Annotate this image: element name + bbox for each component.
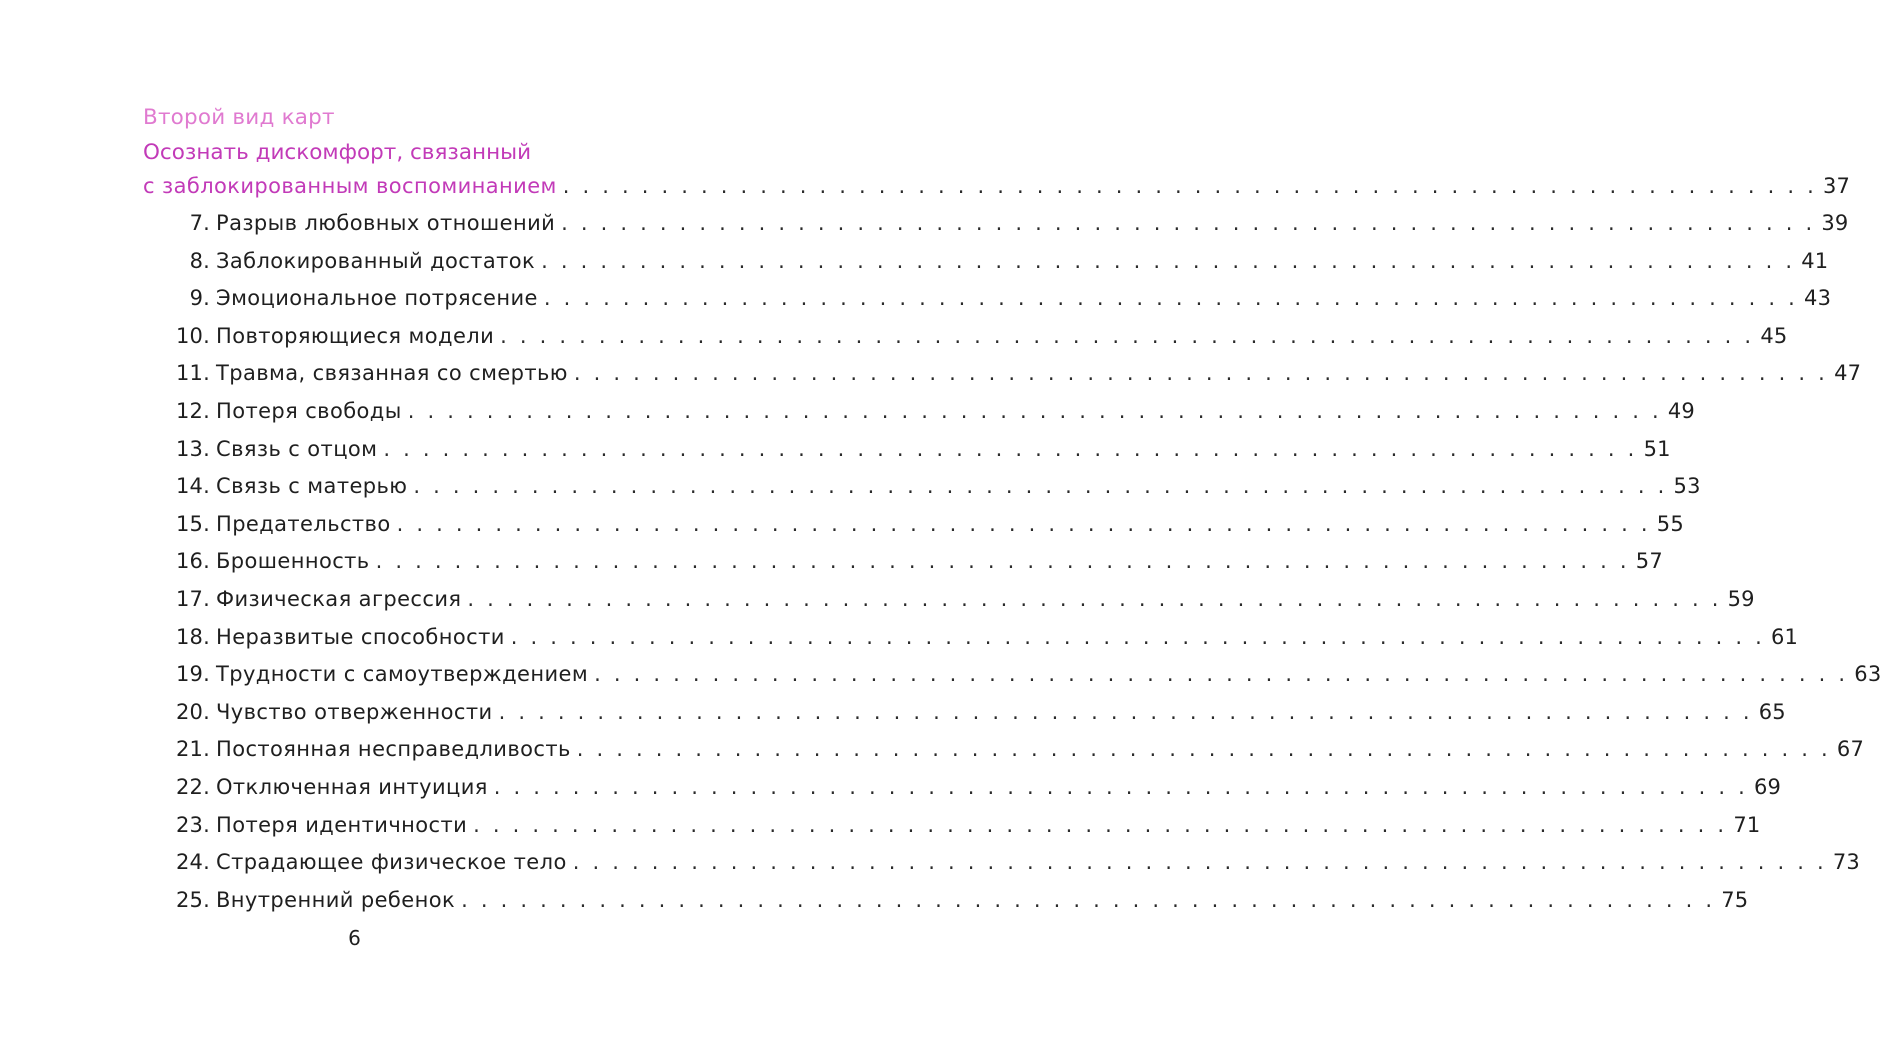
dot-leader: . . . . . . . . . . . . . . . . . . . . . . . . . . . . . . . . . . . . . . . . . . . . . . . . . . . . . . . . . . . . . . . .	[562, 174, 1817, 198]
dot-leader: . . . . . . . . . . . . . . . . . . . . . . . . . . . . . . . . . . . . . . . . . . . . . . . . . . . . . . . . . . . . . . . .	[510, 624, 1765, 649]
page-number: 37	[1822, 174, 1851, 198]
entry-title: Связь с отцом	[216, 436, 378, 461]
dot-leader: . . . . . . . . . . . . . . . . . . . . . . . . . . . . . . . . . . . . . . . . . . . . . . . . . . . . . . . . . . . . . . . .	[413, 474, 1668, 499]
entry-number: 15.	[176, 511, 210, 536]
dot-leader: . . . . . . . . . . . . . . . . . . . . . . . . . . . . . . . . . . . . . . . . . . . . . . . . . . . . . . . . . . . . . . . .	[467, 587, 1722, 611]
entry-title: Разрыв любовных отношений	[216, 211, 556, 235]
entry-number: 23.	[176, 812, 210, 837]
section-title-line1: Осознать дискомфорт, связанный	[143, 140, 532, 165]
entry-number: 25.	[176, 887, 210, 912]
page-number: 61	[1770, 624, 1799, 649]
dot-leader: . . . . . . . . . . . . . . . . . . . . . . . . . . . . . . . . . . . . . . . . . . . . . . . . . . . . . . . . . . . . . . . .	[383, 436, 1638, 461]
entry-number: 20.	[176, 699, 210, 724]
toc-entry[interactable]	[165, 284, 1832, 312]
entry-title: Неразвитые способности	[216, 624, 505, 649]
entry-title: Потеря свободы	[216, 399, 402, 423]
page-number: 47	[1834, 361, 1862, 386]
page-number: 45	[1760, 323, 1788, 348]
page-number: 67	[1836, 737, 1865, 762]
entry-number: 12.	[176, 399, 210, 423]
page-number: 57	[1635, 549, 1663, 574]
page-number: 55	[1656, 511, 1684, 536]
entry-title: Физическая агрессия	[216, 587, 462, 611]
entry-title: Связь с матерью	[216, 474, 408, 499]
entry-number: 21.	[176, 737, 210, 762]
section-title-entry[interactable]	[143, 172, 1851, 200]
page-number: 49	[1667, 399, 1695, 423]
entry-title: Страдающее физическое тело	[216, 850, 567, 875]
dot-leader: . . . . . . . . . . . . . . . . . . . . . . . . . . . . . . . . . . . . . . . . . . . . . . . . . . . . . . . . . . . . . . . .	[498, 699, 1753, 724]
dot-leader: . . . . . . . . . . . . . . . . . . . . . . . . . . . . . . . . . . . . . . . . . . . . . . . . . . . . . . . . . . . . . . . .	[572, 850, 1827, 875]
dot-leader: . . . . . . . . . . . . . . . . . . . . . . . . . . . . . . . . . . . . . . . . . . . . . . . . . . . . . . . . . . . . . . . .	[541, 248, 1796, 273]
dot-leader: . . . . . . . . . . . . . . . . . . . . . . . . . . . . . . . . . . . . . . . . . . . . . . . . . . . . . . . . . . . . . . . .	[407, 399, 1662, 423]
entry-number: 22.	[176, 775, 210, 799]
entry-number: 10.	[176, 323, 210, 348]
dot-leader: . . . . . . . . . . . . . . . . . . . . . . . . . . . . . . . . . . . . . . . . . . . . . . . . . . . . . . . . . . . . . . . .	[461, 887, 1716, 912]
page-number: 53	[1673, 474, 1701, 499]
entry-title: Чувство отверженности	[216, 699, 493, 724]
page-number: 51	[1643, 436, 1671, 461]
toc-entry[interactable]	[165, 510, 1684, 538]
entry-title: Травма, связанная со смертью	[216, 361, 568, 386]
entry-number: 7.	[189, 211, 210, 235]
section-subtitle: Второй вид карт	[143, 105, 335, 130]
page-number: 73	[1832, 850, 1860, 875]
toc-entry[interactable]	[165, 322, 1788, 350]
entry-title: Эмоциональное потрясение	[216, 286, 538, 311]
page-number: 63	[1854, 662, 1881, 687]
entry-number: 14.	[176, 474, 210, 499]
dot-leader: . . . . . . . . . . . . . . . . . . . . . . . . . . . . . . . . . . . . . . . . . . . . . . . . . . . . . . . . . . . . . . . .	[500, 323, 1755, 348]
entry-number: 19.	[176, 662, 210, 687]
toc-entry[interactable]	[165, 660, 1881, 688]
toc-entry[interactable]	[165, 472, 1701, 500]
entry-title: Предательство	[216, 511, 391, 536]
dot-leader: . . . . . . . . . . . . . . . . . . . . . . . . . . . . . . . . . . . . . . . . . . . . . . . . . . . . . . . . . . . . . . . .	[543, 286, 1799, 311]
entry-title: Отключенная интуиция	[216, 775, 488, 799]
toc-entry[interactable]	[165, 547, 1663, 575]
dot-leader: . . . . . . . . . . . . . . . . . . . . . . . . . . . . . . . . . . . . . . . . . . . . . . . . . . . . . . . . . . . . . . . .	[473, 812, 1728, 837]
page-number: 39	[1821, 211, 1849, 235]
toc-entry[interactable]	[165, 359, 1862, 387]
dot-leader: . . . . . . . . . . . . . . . . . . . . . . . . . . . . . . . . . . . . . . . . . . . . . . . . . . . . . . . . . . . . . . . .	[573, 361, 1829, 386]
toc-entry[interactable]	[165, 397, 1695, 425]
entry-number: 24.	[176, 850, 210, 875]
toc-entry[interactable]	[165, 435, 1671, 463]
entry-number: 13.	[176, 436, 210, 461]
toc-entry[interactable]	[165, 209, 1849, 237]
page-number: 41	[1801, 248, 1829, 273]
toc-entry[interactable]	[165, 848, 1860, 876]
page-number: 59	[1727, 587, 1755, 611]
toc-entry[interactable]	[165, 773, 1782, 801]
entry-number: 17.	[176, 587, 210, 611]
entry-title: Постоянная несправедливость	[216, 737, 571, 762]
toc-entry[interactable]	[165, 623, 1799, 651]
toc-entry[interactable]	[165, 698, 1786, 726]
dot-leader: . . . . . . . . . . . . . . . . . . . . . . . . . . . . . . . . . . . . . . . . . . . . . . . . . . . . . . . . . . . . . . . .	[375, 549, 1630, 574]
toc-entry[interactable]	[165, 735, 1865, 763]
page-number: 69	[1753, 775, 1782, 799]
entry-number: 9.	[189, 286, 210, 311]
dot-leader: . . . . . . . . . . . . . . . . . . . . . . . . . . . . . . . . . . . . . . . . . . . . . . . . . . . . . . . . . . . . . . . .	[561, 211, 1816, 235]
folio-page-number: 6	[348, 926, 361, 950]
dot-leader: . . . . . . . . . . . . . . . . . . . . . . . . . . . . . . . . . . . . . . . . . . . . . . . . . . . . . . . . . . . . . . . .	[576, 737, 1831, 762]
page-number: 43	[1804, 286, 1832, 311]
toc-entry[interactable]	[165, 811, 1761, 839]
entry-title: Потеря идентичности	[216, 812, 468, 837]
entry-number: 18.	[176, 624, 210, 649]
page-number: 65	[1758, 699, 1786, 724]
entry-number: 8.	[189, 248, 210, 273]
section-title-line2: с заблокированным воспоминанием	[143, 174, 557, 198]
page-number: 71	[1733, 812, 1761, 837]
page-number: 75	[1721, 887, 1749, 912]
entry-number: 11.	[176, 361, 210, 386]
entry-title: Заблокированный достаток	[216, 248, 536, 273]
dot-leader: . . . . . . . . . . . . . . . . . . . . . . . . . . . . . . . . . . . . . . . . . . . . . . . . . . . . . . . . . . . . . . . .	[594, 662, 1849, 687]
dot-leader: . . . . . . . . . . . . . . . . . . . . . . . . . . . . . . . . . . . . . . . . . . . . . . . . . . . . . . . . . . . . . . . .	[493, 775, 1748, 799]
entry-number: 16.	[176, 549, 210, 574]
entry-title: Трудности с самоутверждением	[216, 662, 589, 687]
entry-title: Повторяющиеся модели	[216, 323, 495, 348]
entry-title: Брошенность	[216, 549, 370, 574]
entry-title: Внутренний ребенок	[216, 887, 456, 912]
toc-entry[interactable]	[165, 886, 1749, 914]
dot-leader: . . . . . . . . . . . . . . . . . . . . . . . . . . . . . . . . . . . . . . . . . . . . . . . . . . . . . . . . . . . . . . . .	[396, 511, 1651, 536]
toc-entry[interactable]	[165, 247, 1829, 275]
toc-entry[interactable]	[165, 585, 1755, 613]
